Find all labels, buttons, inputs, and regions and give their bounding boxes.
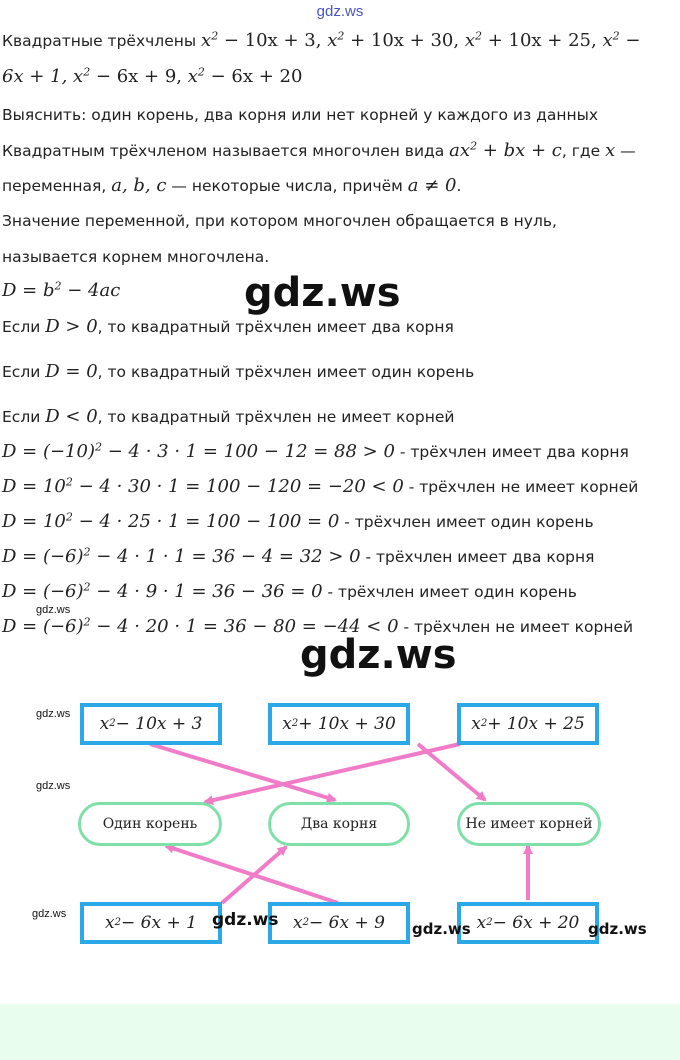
trinomial-box-5: x 2 − 6x + 9	[268, 902, 410, 944]
trinomial-box-3: x 2 + 10x + 25	[457, 703, 599, 745]
bottom-band	[0, 1004, 680, 1060]
pill-no-roots: Не имеет корней	[457, 802, 601, 846]
definition-line-1: Квадратным трёхчленом называется многочлен вида $ax^2$ + bx + c, где x —	[2, 139, 636, 161]
calc-line-1: $D = (-10)^2 - 4 \cdot 3 \cdot 1 = 100 - 12 = 88 > 0$ - трёхчлен имеет два корня	[2, 440, 629, 462]
mid-watermark: gdz.ws	[588, 920, 647, 938]
trinomial-box-4: x 2 − 6x + 1	[80, 902, 222, 944]
rule-d-positive: Если D > 0, то квадратный трёхчлен имеет два корня	[2, 316, 454, 337]
calc-line-2: $D = 10^2 - 4 \cdot 30 \cdot 1 = 100 - 120 = -20 < 0$ - трёхчлен не имеет корней	[2, 475, 639, 497]
math: $x^2 - 10x + 3$, $x^2 + 10x + 30$, $x^2 + 10x + 25$, $x^2$ −	[201, 29, 641, 51]
text-segment: Квадратные трёхчлены	[2, 32, 202, 50]
trinomial-box-1: x 2 − 10x + 3	[80, 703, 222, 745]
small-watermark: gdz.ws	[36, 780, 71, 792]
rule-d-negative: Если D < 0, то квадратный трёхчлен не имеет корней	[2, 406, 455, 427]
arrow-5-to-one-root	[166, 846, 338, 903]
mid-watermark: gdz.ws	[212, 910, 279, 930]
arrow-2-to-no-roots	[418, 744, 485, 800]
pill-two-roots: Два корня	[268, 802, 410, 846]
math: 6x + 1, $x^2 - 6x + 9$, $x^2 - 6x + 20$	[2, 65, 303, 87]
definition-line-2: переменная, a, b, c — некоторые числа, причём a ≠ 0.	[2, 175, 462, 196]
discriminant-formula: $D = b^2 - 4ac$	[2, 279, 121, 301]
calc-line-3: $D = 10^2 - 4 \cdot 25 \cdot 1 = 100 - 100 = 0$ - трёхчлен имеет один корень	[2, 510, 594, 532]
big-watermark: gdz.ws	[300, 632, 457, 678]
root-definition-2: называется корнем многочлена.	[2, 248, 270, 266]
calc-line-5: $D = (-6)^2 - 4 \cdot 9 \cdot 1 = 36 - 36 = 0$ - трёхчлен имеет один корень	[2, 580, 577, 602]
small-watermark: gdz.ws	[36, 604, 71, 616]
task-line: Выяснить: один корень, два корня или нет корней у каждого из данных	[2, 106, 599, 124]
calc-line-4: $D = (-6)^2 - 4 \cdot 1 \cdot 1 = 36 - 4 = 32 > 0$ - трёхчлен имеет два корня	[2, 545, 595, 567]
trinomial-box-2: x 2 + 10x + 30	[268, 703, 410, 745]
rule-d-zero: Если D = 0, то квадратный трёхчлен имеет один корень	[2, 361, 475, 382]
root-definition-1: Значение переменной, при котором многочлен обращается в нуль,	[2, 212, 557, 230]
pill-one-root: Один корень	[78, 802, 222, 846]
small-watermark: gdz.ws	[36, 708, 71, 720]
trinomial-box-6: x 2 − 6x + 20	[457, 902, 599, 944]
mid-watermark: gdz.ws	[412, 920, 471, 938]
top-watermark: gdz.ws	[316, 3, 364, 20]
calc-line-6: $D = (-6)^2 - 4 \cdot 20 \cdot 1 = 36 - 80 = -44 < 0$ - трёхчлен не имеет корней	[2, 615, 634, 637]
big-watermark: gdz.ws	[244, 270, 401, 316]
small-watermark: gdz.ws	[32, 908, 67, 920]
